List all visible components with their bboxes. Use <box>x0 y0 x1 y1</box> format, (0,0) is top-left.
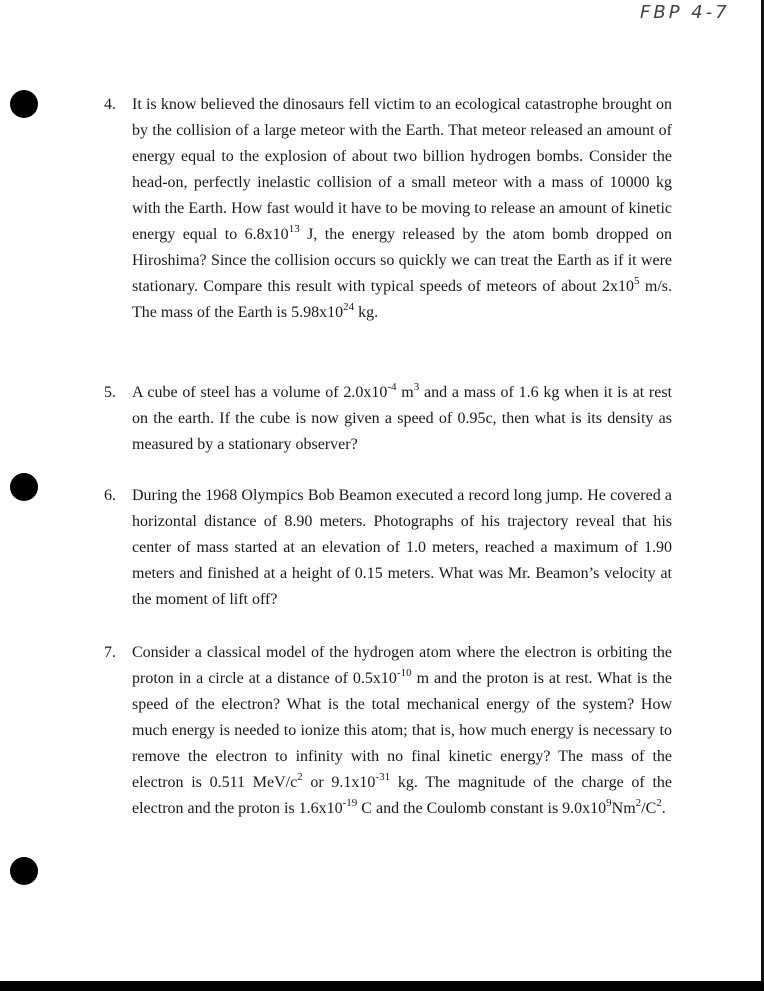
problem-text: A cube of steel has a volume of $2.0x10^{-4}$ $m^3$ and a mass of 1.6 kg when it is at rest on the earth. If the cube is now given a speed of 0.95c, then what is its density as measured by a stationary observer? <box>132 380 673 453</box>
problem-4 <box>104 92 672 326</box>
superscript: -10 <box>396 666 412 679</box>
superscript: 2 <box>297 770 303 783</box>
superscript: -19 <box>342 796 358 809</box>
superscript: 2 <box>656 796 662 809</box>
problem-number: 5. <box>104 384 116 401</box>
problem-5 <box>104 380 672 458</box>
problem-number: 7. <box>104 644 116 661</box>
superscript: -4 <box>387 380 397 393</box>
binder-hole-punch <box>10 90 38 118</box>
problem-7 <box>104 640 672 822</box>
problem-text: It is know believed the dinosaurs fell victim to an ecological catastrophe brought on by the collision of a large meteor with the Earth. That meteor released an amount of energy equal to the explosion of about two billion hydrogen bombs. Consider the head-on, perfectly inelastic collision of a small meteor with a mass of 10000 kg with the Earth. How fast would it have to be moving to release an amount of kinetic energy equal to $6.8x10^{13}$ J, the energy released by the atom bomb dropped on Hiroshima? Since the collision occurs so quickly we can treat the Earth as if it were stationary. Compare this result with typical speeds of meteors of about $2x10^5$ m/s. The mass of the Earth is $5.98x10^{24}$ kg. <box>132 96 672 321</box>
superscript: -31 <box>375 770 391 783</box>
handwritten-page-mark: FBP 4-7 <box>640 2 730 23</box>
problem-number: 4. <box>104 96 116 113</box>
superscript: 2 <box>635 796 642 809</box>
superscript: 3 <box>413 380 420 393</box>
superscript: 13 <box>288 222 300 235</box>
problem-number: 6. <box>104 487 116 504</box>
superscript: 5 <box>634 274 640 287</box>
binder-hole-punch <box>10 857 38 885</box>
superscript: 9 <box>606 796 612 809</box>
binder-hole-punch <box>10 473 38 501</box>
superscript: 24 <box>343 300 355 313</box>
problem-text: Consider a classical model of the hydrogen atom where the electron is orbiting the proton in a circle at a distance of $0.5x10^{-10}$ m and the proton is at rest. What is the speed of the electron? What is the total mechanical energy of the system? How much energy is needed to ionize this atom; that is, how much energy is necessary to remove the electron to infinity with no final kinetic energy? The mass of the electron is 0.511 MeV/$c^2$ or $9.1x10^{-31}$ kg. The magnitude of the charge of the electron and the proton is $1.6x10^{-19}$ C and the Coulomb constant is $9.0x10^9Nm^2/C^2$. <box>132 644 673 817</box>
problem-6 <box>104 483 672 613</box>
scan-edge-bottom <box>0 981 764 991</box>
problem-text: During the 1968 Olympics Bob Beamon executed a record long jump. He covered a horizontal distance of 8.90 meters. Photographs of his trajectory reveal that his center of mass started at an elevation of 1.0 meters, reached a maximum of 1.90 meters and finished at a height of 0.15 meters. What was Mr. Beamon’s velocity at the moment of lift off? <box>132 487 672 608</box>
